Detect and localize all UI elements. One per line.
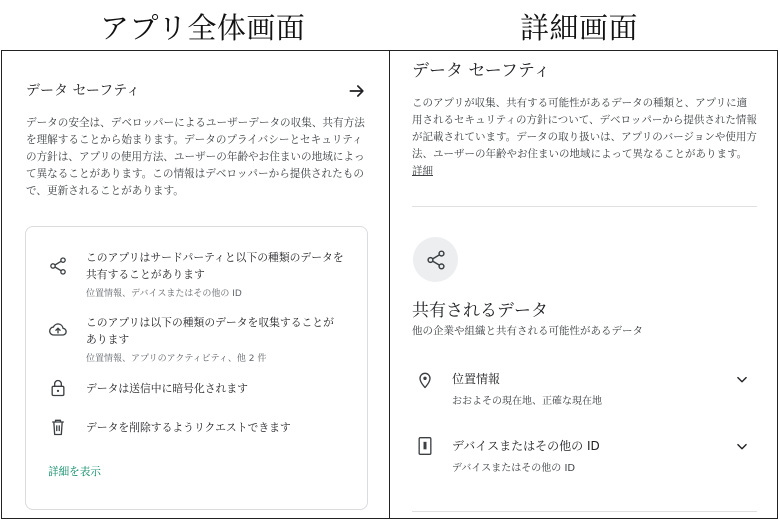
data-type-subtitle: デバイスまたはその他の ID [452, 463, 576, 474]
card-item-title: このアプリは以下の種類のデータを収集することがあります [86, 316, 334, 346]
data-safety-title: データ セーフティ [26, 83, 141, 99]
card-item-title: データは送信中に暗号化されます [86, 382, 248, 395]
detail-panel [389, 50, 778, 519]
details-link[interactable]: 詳細 [412, 165, 433, 177]
chevron-down-icon[interactable] [735, 373, 749, 387]
data-safety-card [25, 226, 368, 510]
card-item-subtitle: 位置情報、アプリのアクティビティ、他 2 件 [86, 354, 267, 364]
trash-icon [48, 417, 68, 437]
shared-data-title: 共有されるデータ [412, 301, 548, 321]
share-icon [48, 256, 68, 276]
chevron-down-icon[interactable] [735, 440, 749, 454]
arrow-right-icon[interactable] [347, 81, 367, 101]
cloud-upload-icon [48, 320, 68, 340]
card-item-subtitle: 位置情報、デバイスまたはその他の ID [86, 289, 242, 299]
data-type-title[interactable]: デバイスまたはその他の ID [452, 439, 600, 453]
description-text: このアプリが収集、共有する可能性があるデータの種類と、アプリに適用されるセキュリティの方針について、デベロッパーから提供された情報が記載されています。データの取り扱いは、アプリのバージョンや使用方法、ユーザーの年齢やお住まいの地域によって異なることがあります。 [412, 97, 757, 160]
card-item-title: このアプリはサードパーティと以下の種類のデータを共有することがあります [86, 251, 344, 281]
right-caption: 詳細画面 [520, 11, 639, 45]
data-safety-description: データの安全は、デベロッパーによるユーザーデータの収集、共有方法を理解することから始まります。データのプライバシーとセキュリティの方針は、アプリの使用方法、ユーザーの年齢やお住まいの地域によって異なることがあります。この情報はデベロッパーから提供されたもので、更新されることがあります。 [26, 117, 365, 197]
card-item-title: データを削除するようリクエストできます [86, 421, 291, 434]
divider [412, 511, 757, 512]
data-type-title[interactable]: 位置情報 [452, 372, 501, 386]
share-icon [425, 249, 447, 271]
see-details-link[interactable]: 詳細を表示 [48, 466, 101, 478]
shared-data-subtitle: 他の企業や組織と共有される可能性があるデータ [412, 325, 643, 337]
location-pin-icon [415, 369, 435, 391]
lock-icon [48, 378, 68, 398]
divider [412, 206, 757, 207]
device-id-icon [415, 435, 435, 457]
data-safety-title: データ セーフティ [412, 61, 551, 81]
data-safety-description [412, 95, 757, 180]
left-caption: アプリ全体画面 [100, 11, 306, 45]
data-type-subtitle: おおよその現在地、正確な現在地 [452, 396, 602, 407]
share-icon-badge [413, 237, 458, 282]
app-overview-panel [1, 50, 391, 519]
